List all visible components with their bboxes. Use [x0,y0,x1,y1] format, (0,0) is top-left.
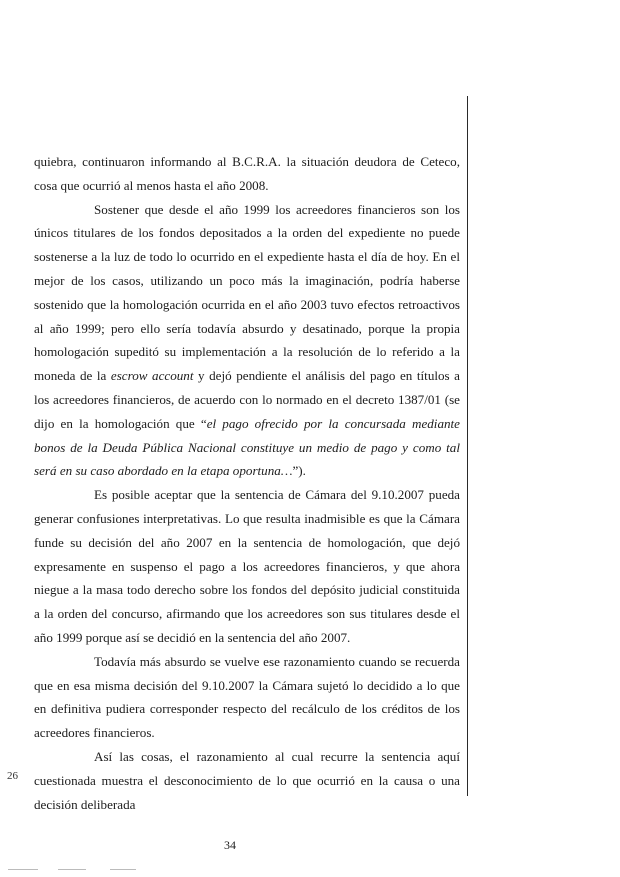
page-number: 34 [224,838,236,852]
paragraph-4: Todavía más absurdo se vuelve ese razonamiento cuando se recuerda que en esa misma decisión del 9.10.2007 la Cámara sujetó lo decidido a lo que en definitiva pudiera corresponder respecto del recálculo de los créditos de los acreedores financieros. [34,653,460,741]
paragraph-2-emphasis-1: escrow account [110,368,194,384]
line-number: 26 [7,770,18,782]
paragraph-1: quiebra, continuaron informando al B.C.R.A. la situación deudora de Ceteco, cosa que ocurrió al menos hasta el año 2008. [34,154,460,193]
paragraph-2-text-a: Sostener que desde el año 1999 los acreedores financieros son los únicos titulares de los fondos depositados a la orden del expediente no puede sostenerse a la luz de todo lo ocurrido en el expediente hasta el día de hoy. En el mejor de los casos, utilizando un poco más la imaginación, podría haberse sostenido que la homologación ocurrida en el año 2003 tuvo efectos retroactivos al año 1999; pero ello sería todavía absurdo y desatinado, porque la propia homologación supeditó su implementación a la resolución de lo referido a la moneda de la [34,201,460,384]
footer-mark [8,869,38,870]
paragraph-3: Es posible aceptar que la sentencia de Cámara del 9.10.2007 pueda generar confusiones interpretativas. Lo que resulta inadmisible es que la Cámara funde su decisión del año 2007 en la sentencia de homologación, que dejó expresamente en suspenso el pago a los acreedores financieros, y que ahora niegue a la masa todo derecho sobre los fondos del depósito judicial constituida a la orden del concurso, afirmando que los acreedores son sus titulares desde el año 1999 porque así se decidió en la sentencia del año 2007. [34,487,460,645]
footer-mark [110,869,136,870]
footer-marks [0,869,200,871]
paragraph-2-quote: el pago ofrecido por la concursada mediante bonos de la Deuda Pública Nacional constituye un medio de pago y como tal será en su caso abordado en la etapa oportuna… [34,415,460,479]
paragraph-2 [34,198,460,484]
footer-mark [58,869,86,870]
document-body [34,150,460,816]
paragraph-2-text-b: y dejó pendiente el análisis del pago en títulos a los acreedores financieros, de acuerdo con lo normado en el decreto 1387/01 (se dijo en la homologación que “ [34,368,460,431]
paragraph-2-text-c: ”). [292,463,306,479]
paragraph-5: Así las cosas, el razonamiento al cual recurre la sentencia aquí cuestionada muestra el desconocimiento de lo que ocurrió en la causa o una decisión deliberada [34,748,460,812]
right-margin-rule [467,96,468,796]
